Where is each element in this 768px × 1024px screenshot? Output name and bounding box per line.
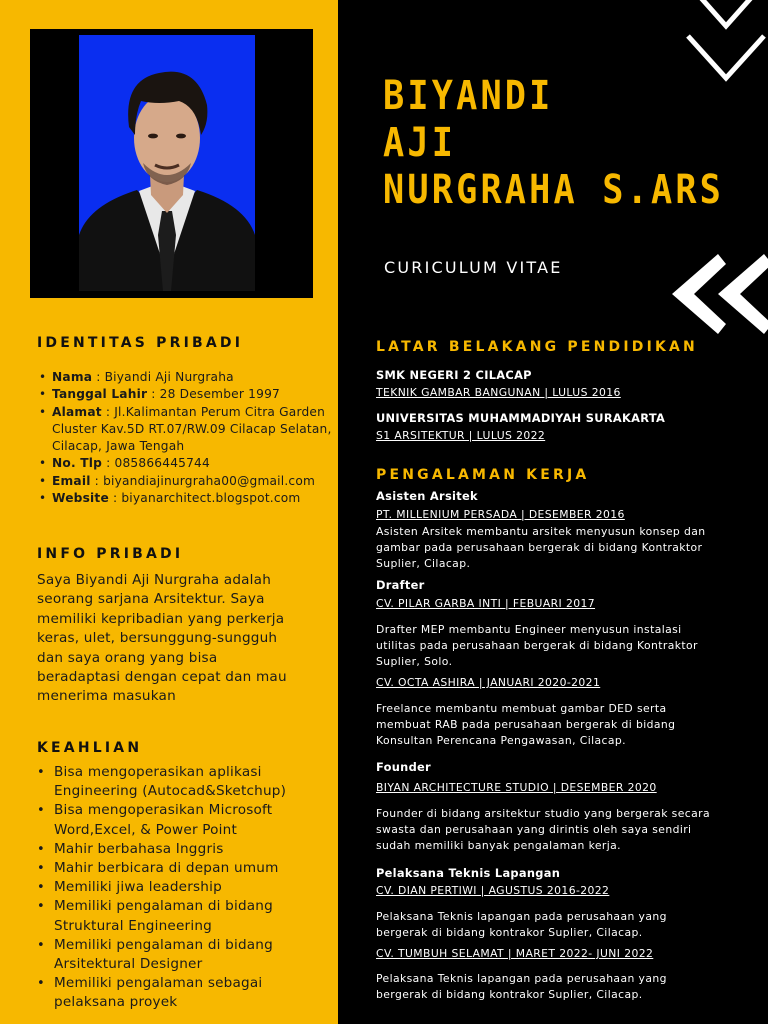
info-text: Saya Biyandi Aji Nurgraha adalah seorang sarjana Arsitektur. Saya memiliki kepribadian yang perkerja keras, ulet, bersunggung-sungguh dan saya orang yang bisa beradaptasi dengan cepat dan mau menerima masukan	[37, 572, 287, 705]
job-role: Drafter	[376, 578, 425, 592]
cv-subtitle: CURICULUM VITAE	[384, 258, 563, 277]
identitas-item	[52, 386, 332, 403]
skill-item: • Memiliki pengalaman sebagai pelaksana proyek	[54, 974, 324, 1012]
pendidikan-title: LATAR BELAKANG PENDIDIKAN	[376, 339, 698, 355]
job-description: Freelance membantu membuat gambar DED serta membuat RAB pada perusahaan bergerak di bidang Konsultan Perencana Pengawasan, Cilacap.	[376, 702, 676, 747]
identitas-value: : Biyandi Aji Nurgraha	[92, 370, 234, 384]
identitas-item	[52, 490, 332, 507]
job-company: PT. MILLENIUM PERSADA | DESEMBER 2016	[376, 508, 625, 521]
job-role: Asisten Arsitek	[376, 489, 478, 503]
keahlian-title: KEAHLIAN	[37, 740, 143, 756]
skill-item: • Memiliki jiwa leadership	[54, 878, 324, 897]
job-role: Pelaksana Teknis Lapangan	[376, 866, 561, 880]
identitas-label: Nama	[52, 370, 93, 384]
portrait-illustration	[79, 35, 255, 291]
identitas-item	[52, 404, 332, 456]
skill-item: • Mahir berbahasa Inggris	[54, 840, 324, 859]
identitas-value: : 085866445744	[102, 456, 210, 471]
identitas-list	[52, 369, 332, 507]
job-description: Founder di bidang arsitektur studio yang bergerak secara swasta dan perusahaan yang dirintis oleh saya sendiri sudah memiliki banyak pengalaman kerja.	[376, 807, 710, 852]
info-title: INFO PRIBADI	[37, 546, 184, 562]
name-line-1: BIYANDI	[383, 73, 554, 119]
skill-item: • Bisa mengoperasikan Microsoft Word,Excel, & Power Point	[54, 801, 324, 839]
identitas-item	[52, 369, 332, 386]
identitas-label: Website	[52, 491, 109, 506]
job-description: Pelaksana Teknis lapangan pada perusahaan yang bergerak di bidang kontrakor Suplier, Cilacap.	[376, 972, 667, 1001]
job-description: Asisten Arsitek membantu arsitek menyusun konsep dan gambar pada perusahaan bergerak di bidang Kontraktor Suplier, Cilacap.	[376, 525, 706, 570]
profile-photo	[79, 35, 255, 291]
name-line-2: AJI	[383, 120, 457, 166]
job-company: CV. PILAR GARBA INTI | FEBUARI 2017	[376, 597, 596, 610]
identitas-value: : biyanarchitect.blogspot.com	[108, 491, 301, 506]
skill-item: • Memiliki pengalaman di bidang Arsitektural Designer	[54, 936, 324, 974]
identitas-value: : 28 Desember 1997	[147, 387, 280, 402]
name-line-3: NURGRAHA S.ARS	[383, 167, 725, 213]
person-name	[383, 73, 724, 214]
school-name: UNIVERSITAS MUHAMMADIYAH SURAKARTA	[376, 411, 666, 425]
job-company: BIYAN ARCHITECTURE STUDIO | DESEMBER 2020	[376, 781, 657, 794]
job-role: Founder	[376, 760, 431, 774]
skill-item: • Mahir berbicara di depan umum	[54, 859, 324, 878]
keahlian-list	[54, 763, 324, 1013]
school-detail: S1 ARSITEKTUR | LULUS 2022	[376, 429, 546, 442]
identitas-item	[52, 455, 332, 472]
skill-item: • Bisa mengoperasikan aplikasi Engineering (Autocad&Sketchup)	[54, 763, 324, 801]
school-detail: TEKNIK GAMBAR BANGUNAN | LULUS 2016	[376, 386, 621, 399]
identitas-title: IDENTITAS PRIBADI	[37, 335, 244, 351]
chevron-left-decoration-icon	[668, 252, 768, 336]
identitas-value: : biyandiajinurgraha00@gmail.com	[90, 473, 316, 488]
identitas-label: Email	[52, 473, 91, 488]
school-name: SMK NEGERI 2 CILACAP	[376, 368, 532, 382]
job-company: CV. TUMBUH SELAMAT | MARET 2022- JUNI 2022	[376, 947, 654, 960]
job-description: Drafter MEP membantu Engineer menyusun instalasi utilitas pada perusahaan bergerak di bidang Kontraktor Suplier, Solo.	[376, 623, 698, 668]
identitas-item	[52, 473, 332, 490]
skill-item: • Memiliki pengalaman di bidang Struktural Engineering	[54, 897, 324, 935]
job-description: Pelaksana Teknis lapangan pada perusahaan yang bergerak di bidang kontrakor Suplier, Cilacap.	[376, 910, 667, 939]
pengalaman-title: PENGALAMAN KERJA	[376, 467, 590, 483]
job-company: CV. OCTA ASHIRA | JANUARI 2020-2021	[376, 676, 601, 689]
profile-photo-frame	[30, 29, 313, 298]
identitas-label: Alamat	[52, 404, 102, 419]
identitas-value: : Jl.Kalimantan Perum Citra Garden Cluster Kav.5D RT.07/RW.09 Cilacap Selatan, Cilacap, Jawa Tengah	[52, 404, 332, 454]
job-company: CV. DIAN PERTIWI | AGUSTUS 2016-2022	[376, 884, 610, 897]
identitas-label: No. Tlp	[52, 456, 103, 471]
identitas-label: Tanggal Lahir	[52, 387, 148, 402]
